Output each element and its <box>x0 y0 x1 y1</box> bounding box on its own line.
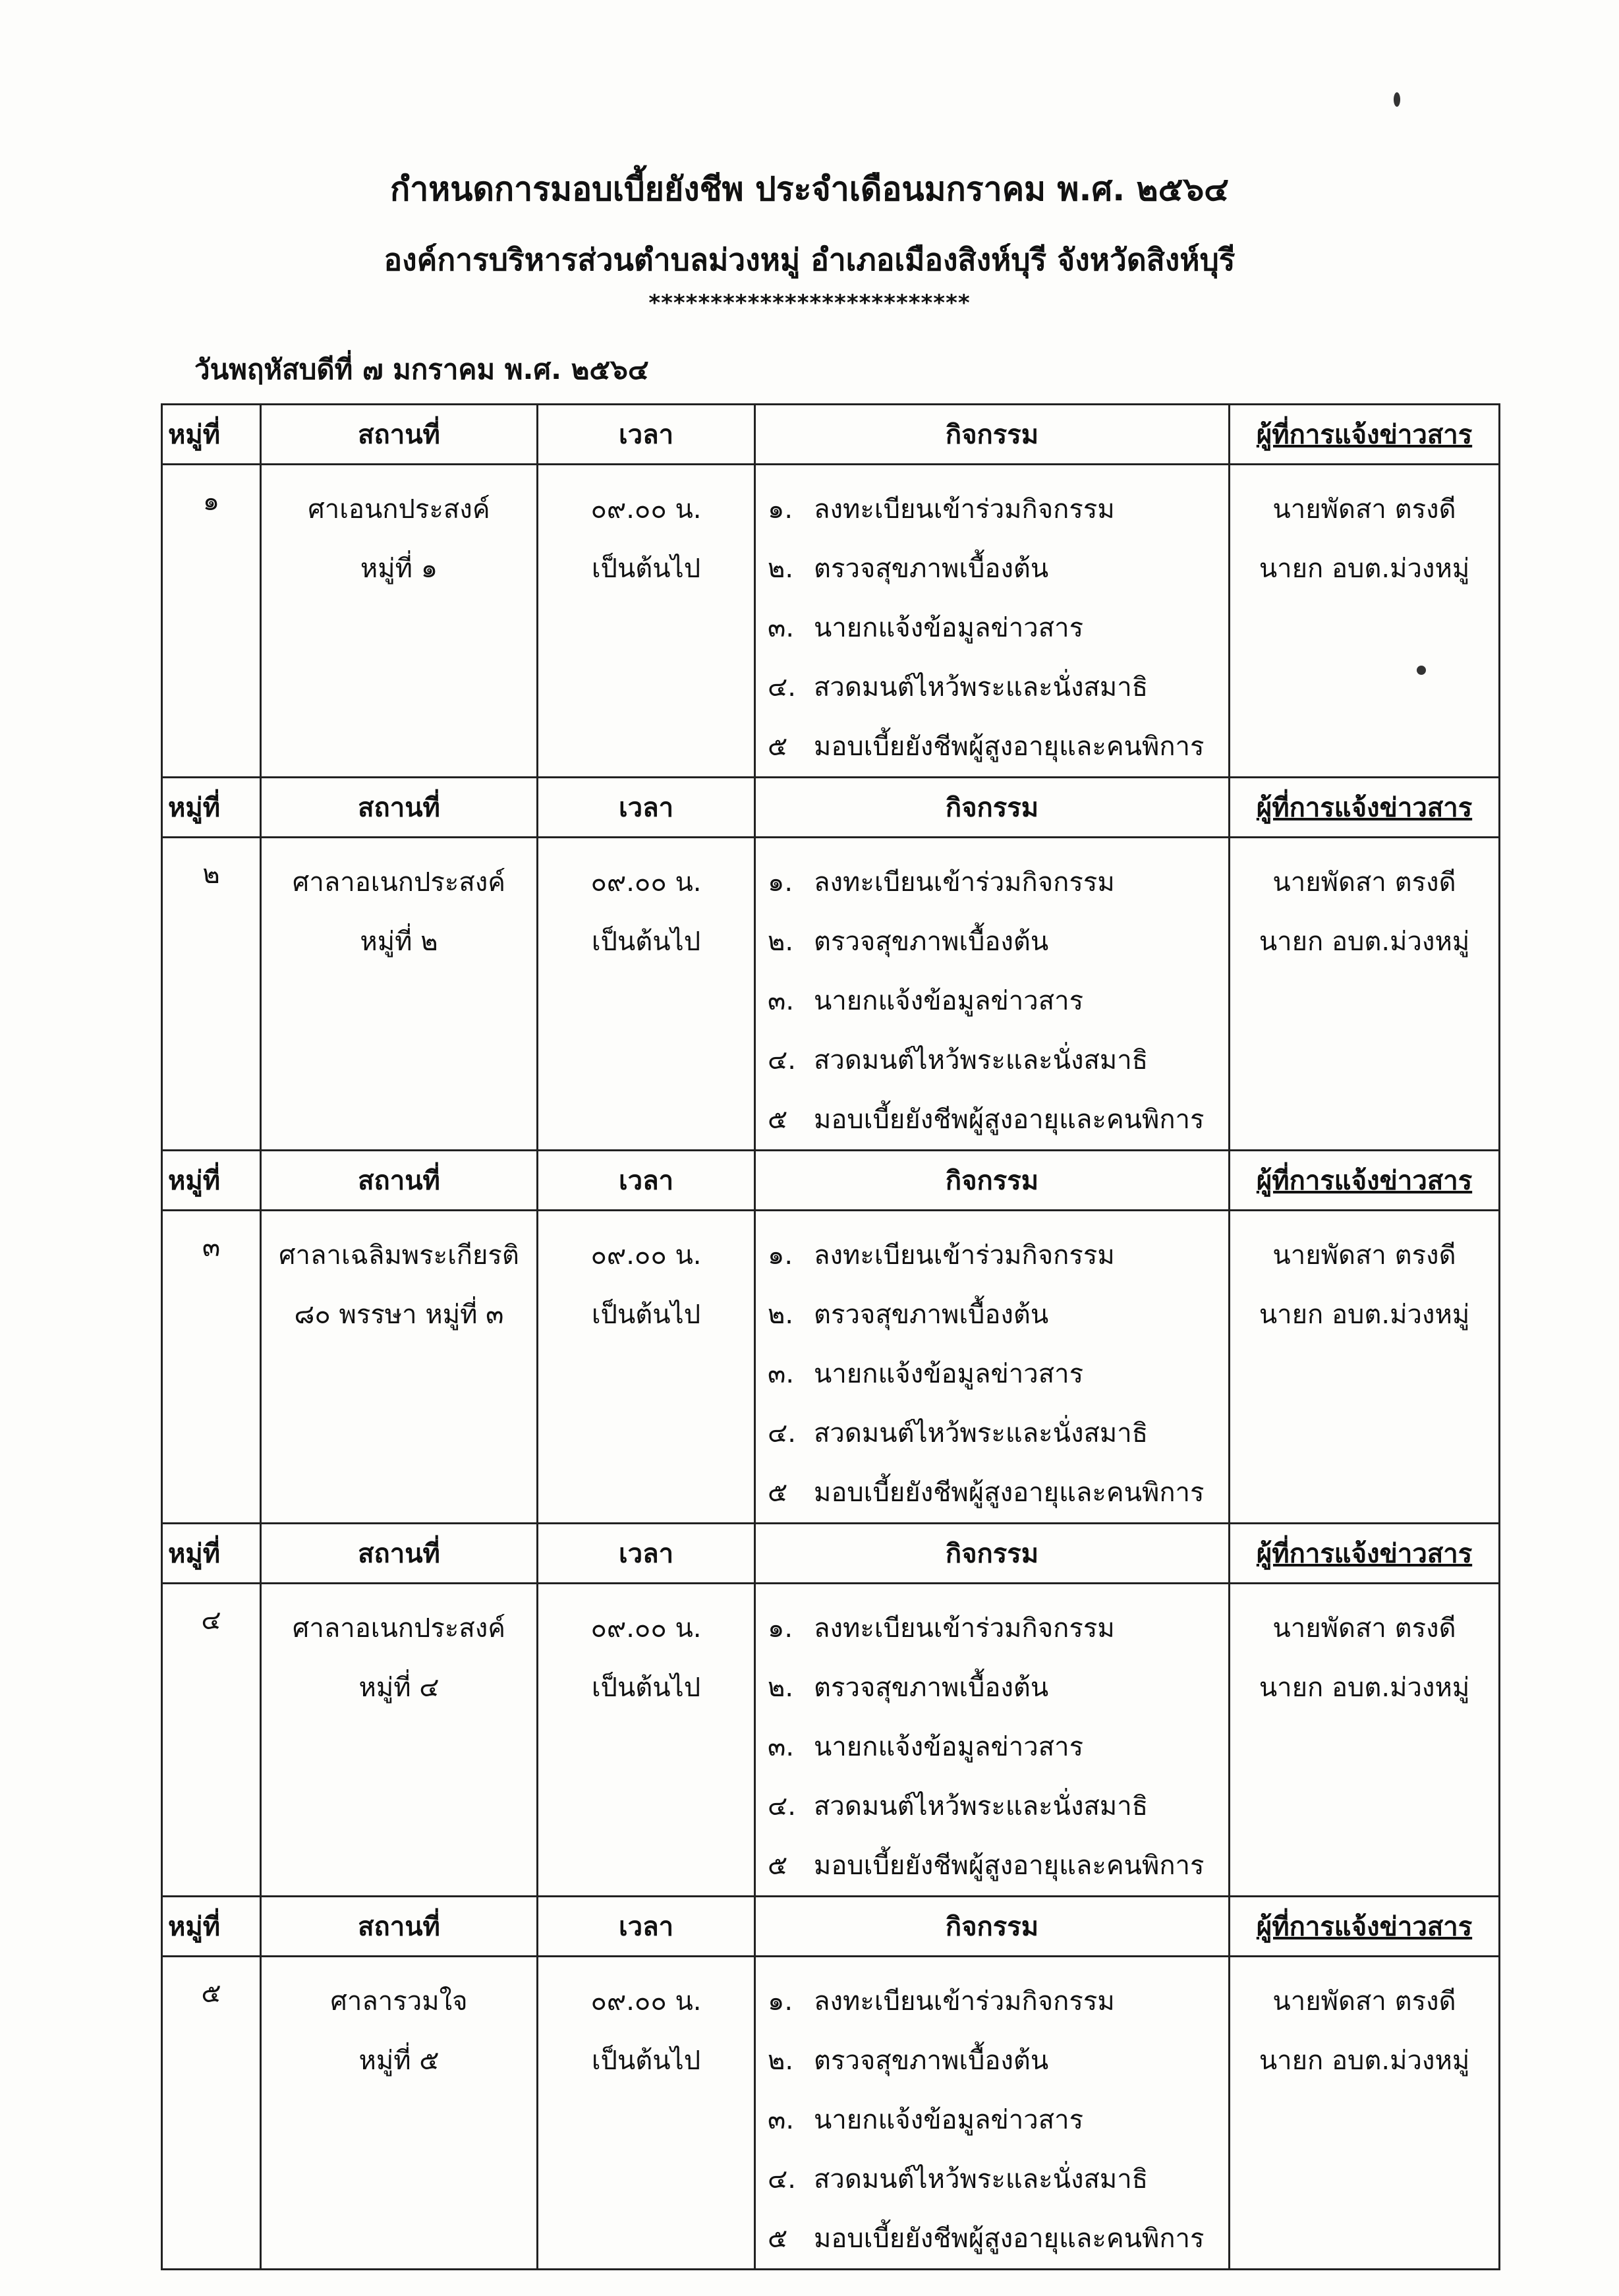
place-cell <box>261 838 538 1151</box>
activity-number: ๔. <box>768 1791 796 1822</box>
notifier-header: ผู้ที่การแจ้งข่าวสาร <box>1230 1897 1500 1957</box>
activity-number: ๒. <box>768 1673 794 1703</box>
schedule-table <box>161 403 1500 2270</box>
header-row <box>162 1151 1500 1211</box>
village-number: ๓ <box>162 1211 261 1524</box>
activity-number: ๑. <box>768 1613 793 1644</box>
activity-number: ๓. <box>768 1359 795 1389</box>
notifier-header: ผู้ที่การแจ้งข่าวสาร <box>1230 1151 1500 1211</box>
activity-text: ตรวจสุขภาพเบื้องต้น <box>814 1300 1049 1330</box>
activity-number: ๔. <box>768 2164 796 2195</box>
activity-item <box>768 1717 1228 1777</box>
time-onward: เป็นต้นไป <box>591 2046 701 2076</box>
activity-number: ๒. <box>768 927 794 957</box>
village-header: หมู่ที่ <box>162 778 261 838</box>
village-row <box>162 1211 1500 1524</box>
activity-text: ตรวจสุขภาพเบื้องต้น <box>814 1673 1049 1703</box>
activity-number: ๔. <box>768 672 796 703</box>
activity-number: ๓. <box>768 986 795 1016</box>
activity-text: นายกแจ้งข้อมูลข่าวสาร <box>814 1732 1084 1762</box>
notifier-title: นายก อบต.ม่วงหมู่ <box>1259 554 1470 584</box>
activities-cell <box>755 1957 1230 2270</box>
notifier-cell <box>1230 465 1500 778</box>
time-cell <box>538 1957 755 2270</box>
time-header: เวลา <box>538 1897 755 1957</box>
activity-item <box>768 1972 1228 2031</box>
place-village: หมู่ที่ ๑ <box>360 554 438 584</box>
activity-text: สวดมนต์ไหว้พระและนั่งสมาธิ <box>814 672 1149 703</box>
notifier-name: นายพัดสา ตรงดี <box>1272 867 1456 898</box>
activity-text: นายกแจ้งข้อมูลข่าวสาร <box>814 1359 1084 1389</box>
header-row <box>162 405 1500 465</box>
place-header: สถานที่ <box>261 1524 538 1584</box>
activity-item <box>768 1090 1228 1149</box>
time-cell <box>538 465 755 778</box>
activity-text: นายกแจ้งข้อมูลข่าวสาร <box>814 2105 1084 2135</box>
village-number: ๔ <box>162 1584 261 1897</box>
village-row <box>162 1584 1500 1897</box>
activity-number: ๕ <box>768 732 788 762</box>
time-onward: เป็นต้นไป <box>591 1673 701 1703</box>
place-name: ศาลาอเนกประสงค์ <box>292 867 506 898</box>
time-header: เวลา <box>538 778 755 838</box>
activity-item <box>768 912 1228 971</box>
schedule-body <box>162 405 1500 2270</box>
notifier-name: นายพัดสา ตรงดี <box>1272 1986 1456 2017</box>
time-start: ๐๙.๐๐ น. <box>590 1240 702 1271</box>
notifier-name: นายพัดสา ตรงดี <box>1272 494 1456 525</box>
activity-item <box>768 1463 1228 1522</box>
activity-number: ๕ <box>768 1105 788 1135</box>
activity-item <box>768 2209 1228 2268</box>
activity-text: สวดมนต์ไหว้พระและนั่งสมาธิ <box>814 1791 1149 1822</box>
activity-item <box>768 2150 1228 2209</box>
activities-cell <box>755 1211 1230 1524</box>
place-cell <box>261 1211 538 1524</box>
place-cell <box>261 1584 538 1897</box>
activity-item <box>768 598 1228 658</box>
time-header: เวลา <box>538 1524 755 1584</box>
place-header: สถานที่ <box>261 778 538 838</box>
activity-text: ลงทะเบียนเข้าร่วมกิจกรรม <box>814 867 1115 898</box>
activity-text: ตรวจสุขภาพเบื้องต้น <box>814 554 1049 584</box>
document-subtitle: องค์การบริหารส่วนตำบลม่วงหมู่ อำเภอเมืองสิงห์บุรี จังหวัดสิงห์บุรี <box>383 242 1236 277</box>
place-village: หมู่ที่ ๕ <box>358 2046 440 2076</box>
activities-cell <box>755 838 1230 1151</box>
activity-text: มอบเบี้ยยังชีพผู้สูงอายุและคนพิการ <box>814 2224 1205 2254</box>
header-row <box>162 778 1500 838</box>
notifier-cell <box>1230 1584 1500 1897</box>
place-header: สถานที่ <box>261 405 538 465</box>
notifier-title: นายก อบต.ม่วงหมู่ <box>1259 2046 1470 2076</box>
date-line: วันพฤหัสบดีที่ ๗ มกราคม พ.ศ. ๒๕๖๔ <box>194 353 649 386</box>
activity-item <box>768 717 1228 776</box>
activities-header: กิจกรรม <box>755 1524 1230 1584</box>
activity-text: ลงทะเบียนเข้าร่วมกิจกรรม <box>814 1986 1115 2017</box>
header-row <box>162 1897 1500 1957</box>
activity-item <box>768 1836 1228 1895</box>
activity-number: ๓. <box>768 1732 795 1762</box>
place-cell <box>261 1957 538 2270</box>
notifier-header: ผู้ที่การแจ้งข่าวสาร <box>1230 778 1500 838</box>
activity-item <box>768 1777 1228 1836</box>
activities-header: กิจกรรม <box>755 405 1230 465</box>
village-row <box>162 1957 1500 2270</box>
place-name: ศาลาเฉลิมพระเกียรติ <box>279 1240 519 1271</box>
time-start: ๐๙.๐๐ น. <box>590 1986 702 2017</box>
activity-text: ลงทะเบียนเข้าร่วมกิจกรรม <box>814 1613 1115 1644</box>
place-village: หมู่ที่ ๒ <box>360 927 438 957</box>
activity-text: นายกแจ้งข้อมูลข่าวสาร <box>814 613 1084 643</box>
place-name: ศาลารวมใจ <box>330 1986 468 2017</box>
place-cell <box>261 465 538 778</box>
activity-number: ๑. <box>768 1986 793 2017</box>
notifier-header: ผู้ที่การแจ้งข่าวสาร <box>1230 1524 1500 1584</box>
activities-header: กิจกรรม <box>755 1897 1230 1957</box>
notifier-cell <box>1230 1957 1500 2270</box>
activity-number: ๒. <box>768 554 794 584</box>
activity-number: ๑. <box>768 494 793 525</box>
activity-item <box>768 1226 1228 1285</box>
activity-item <box>768 853 1228 912</box>
notifier-name: นายพัดสา ตรงดี <box>1272 1613 1456 1644</box>
village-number: ๕ <box>162 1957 261 2270</box>
activity-number: ๒. <box>768 1300 794 1330</box>
activity-text: นายกแจ้งข้อมูลข่าวสาร <box>814 986 1084 1016</box>
time-start: ๐๙.๐๐ น. <box>590 494 702 525</box>
document-title: กำหนดการมอบเบี้ยยังชีพ ประจำเดือนมกราคม พ.ศ. ๒๕๖๔ <box>389 170 1230 208</box>
activity-text: ลงทะเบียนเข้าร่วมกิจกรรม <box>814 1240 1115 1271</box>
place-village: ๘๐ พรรษา หมู่ที่ ๓ <box>294 1300 504 1330</box>
header-row <box>162 1524 1500 1584</box>
time-onward: เป็นต้นไป <box>591 927 701 957</box>
activity-number: ๑. <box>768 867 793 898</box>
place-header: สถานที่ <box>261 1151 538 1211</box>
village-header: หมู่ที่ <box>162 1151 261 1211</box>
time-start: ๐๙.๐๐ น. <box>590 1613 702 1644</box>
activity-item <box>768 2090 1228 2150</box>
notifier-title: นายก อบต.ม่วงหมู่ <box>1259 927 1470 957</box>
place-village: หมู่ที่ ๔ <box>358 1673 440 1703</box>
time-header: เวลา <box>538 1151 755 1211</box>
time-header: เวลา <box>538 405 755 465</box>
time-cell <box>538 838 755 1151</box>
activities-header: กิจกรรม <box>755 778 1230 838</box>
notifier-cell <box>1230 1211 1500 1524</box>
activity-number: ๒. <box>768 2046 794 2076</box>
time-cell <box>538 1211 755 1524</box>
village-header: หมู่ที่ <box>162 1897 261 1957</box>
time-onward: เป็นต้นไป <box>591 1300 701 1330</box>
activity-text: มอบเบี้ยยังชีพผู้สูงอายุและคนพิการ <box>814 732 1205 762</box>
activity-item <box>768 1344 1228 1404</box>
activity-item <box>768 1404 1228 1463</box>
activity-text: ตรวจสุขภาพเบื้องต้น <box>814 927 1049 957</box>
notifier-cell <box>1230 838 1500 1151</box>
activity-item <box>768 1658 1228 1717</box>
activity-item <box>768 971 1228 1031</box>
place-header: สถานที่ <box>261 1897 538 1957</box>
activity-number: ๑. <box>768 1240 793 1271</box>
village-number: ๑ <box>162 465 261 778</box>
activity-item <box>768 1285 1228 1344</box>
scan-speck <box>1394 92 1400 107</box>
activity-text: สวดมนต์ไหว้พระและนั่งสมาธิ <box>814 1418 1149 1449</box>
activity-text: สวดมนต์ไหว้พระและนั่งสมาธิ <box>814 1045 1149 1076</box>
activity-item <box>768 1599 1228 1658</box>
notifier-name: นายพัดสา ตรงดี <box>1272 1240 1456 1271</box>
time-start: ๐๙.๐๐ น. <box>590 867 702 898</box>
activity-number: ๓. <box>768 2105 795 2135</box>
village-row <box>162 838 1500 1151</box>
activity-item <box>768 2031 1228 2090</box>
village-number: ๒ <box>162 838 261 1151</box>
activity-number: ๕ <box>768 1851 788 1881</box>
activity-number: ๔. <box>768 1418 796 1449</box>
village-row <box>162 465 1500 778</box>
notifier-title: นายก อบต.ม่วงหมู่ <box>1259 1673 1470 1703</box>
activity-number: ๔. <box>768 1045 796 1076</box>
activities-cell <box>755 1584 1230 1897</box>
activity-text: มอบเบี้ยยังชีพผู้สูงอายุและคนพิการ <box>814 1105 1205 1135</box>
activities-cell <box>755 465 1230 778</box>
activity-item <box>768 1031 1228 1090</box>
activity-text: มอบเบี้ยยังชีพผู้สูงอายุและคนพิการ <box>814 1851 1205 1881</box>
activity-number: ๕ <box>768 1478 788 1508</box>
activity-item <box>768 480 1228 539</box>
notifier-title: นายก อบต.ม่วงหมู่ <box>1259 1300 1470 1330</box>
time-onward: เป็นต้นไป <box>591 554 701 584</box>
place-name: ศาลาอเนกประสงค์ <box>292 1613 506 1644</box>
activity-number: ๓. <box>768 613 795 643</box>
village-header: หมู่ที่ <box>162 405 261 465</box>
activity-text: ตรวจสุขภาพเบื้องต้น <box>814 2046 1049 2076</box>
activity-text: มอบเบี้ยยังชีพผู้สูงอายุและคนพิการ <box>814 1478 1205 1508</box>
village-header: หมู่ที่ <box>162 1524 261 1584</box>
notifier-header: ผู้ที่การแจ้งข่าวสาร <box>1230 405 1500 465</box>
activities-header: กิจกรรม <box>755 1151 1230 1211</box>
separator-line: ************************** <box>648 290 971 316</box>
time-cell <box>538 1584 755 1897</box>
activity-item <box>768 539 1228 598</box>
place-name: ศาเอนกประสงค์ <box>308 494 490 525</box>
activity-text: สวดมนต์ไหว้พระและนั่งสมาธิ <box>814 2164 1149 2195</box>
activity-text: ลงทะเบียนเข้าร่วมกิจกรรม <box>814 494 1115 525</box>
activity-number: ๕ <box>768 2224 788 2254</box>
activity-item <box>768 658 1228 717</box>
